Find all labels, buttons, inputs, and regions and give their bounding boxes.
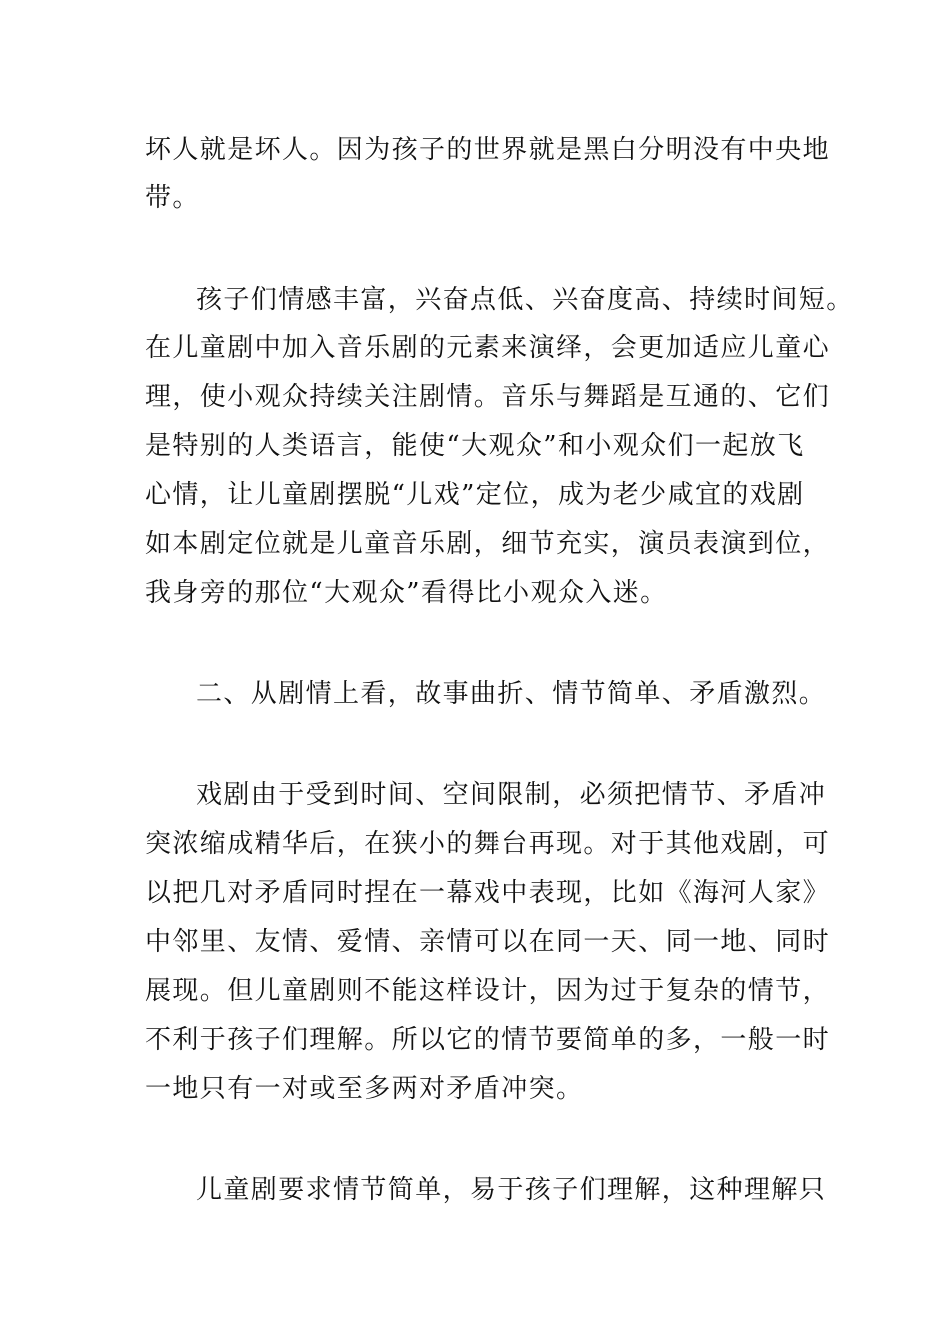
text-line: 带。 [145, 183, 200, 213]
text-line: 坏人就是坏人。因为孩子的世界就是黑白分明没有中央地 [145, 135, 831, 165]
text-line: 中邻里、友情、爱情、亲情可以在同一天、同一地、同时 [145, 927, 831, 957]
text-line: 如本剧定位就是儿童音乐剧，细节充实，演员表演到位， [145, 529, 831, 559]
text-line: 孩子们情感丰富，兴奋点低、兴奋度高、持续时间短。 [196, 285, 854, 315]
text-line: 儿童剧要求情节简单，易于孩子们理解，这种理解只 [196, 1175, 827, 1205]
text-line: 是特别的人类语言，能使“大观众”和小观众们一起放飞 [145, 431, 805, 461]
text-line: 心情，让儿童剧摆脱“儿戏”定位，成为老少咸宜的戏剧 [145, 480, 805, 510]
text-line: 理，使小观众持续关注剧情。音乐与舞蹈是互通的、它们 [145, 382, 831, 412]
text-line: 突浓缩成精华后，在狭小的舞台再现。对于其他戏剧，可 [145, 829, 831, 859]
text-line: 一地只有一对或至多两对矛盾冲突。 [145, 1074, 584, 1104]
text-line: 戏剧由于受到时间、空间限制，必须把情节、矛盾冲 [196, 780, 827, 810]
text-line: 不利于孩子们理解。所以它的情节要简单的多，一般一时 [145, 1025, 831, 1055]
text-line: 展现。但儿童剧则不能这样设计，因为过于复杂的情节， [145, 976, 831, 1006]
text-line: 我身旁的那位“大观众”看得比小观众入迷。 [145, 578, 668, 608]
section-heading: 二、从剧情上看，故事曲折、情节简单、矛盾激烈。 [196, 679, 827, 709]
text-line: 以把几对矛盾同时捏在一幕戏中表现，比如《海河人家》 [145, 878, 831, 908]
text-line: 在儿童剧中加入音乐剧的元素来演绎，会更加适应儿童心 [145, 333, 831, 363]
